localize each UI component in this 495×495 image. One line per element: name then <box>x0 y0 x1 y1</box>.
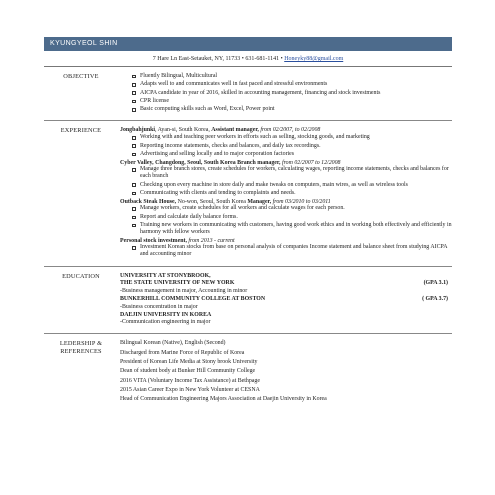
contact-address: 7 Hare Ln East-Setauket, NY, 11733 • 631-681-1141 • <box>152 56 285 62</box>
contact-line <box>44 55 452 63</box>
job-duties-list <box>120 134 452 157</box>
school-name: THE STATE UNIVERSITY OF NEW YORK <box>120 280 235 287</box>
list-item: Basic computing skills such as Word, Excel, Power point <box>132 106 452 113</box>
job-duties-list <box>120 166 452 196</box>
list-item: Checking upon every machine in store daily and make tweaks on computers, main wires, as well as wireless tools <box>132 182 452 189</box>
checkbox-bullet-icon <box>132 144 136 148</box>
list-item: 2016 VITA (Voluntary Income Tax Assistance) at Bethpage <box>120 377 260 384</box>
job-heading: Outback Steak House, No-won, Seoul, South Korea Manager, from 03/2010 to 03/2011 <box>120 198 331 205</box>
list-item: Discharged from Marine Force of Republic of Korea <box>120 349 245 356</box>
job-heading: Cyber Valley, Changdong, Seoul, South Korea Branch manager, from 02/2007 to 12/2008 <box>120 159 341 166</box>
leadership-label: LEDERSHIP & REFERENCES <box>59 340 103 356</box>
objective-label: OBJECTIVE <box>63 73 99 80</box>
list-item: Advertising and selling locally and to major corporation factories <box>132 151 452 158</box>
list-item: Bilingual Korean (Native), English (Second) <box>120 340 226 347</box>
list-item: 2015 Asian Career Expo in New York Volunteer at CESNA <box>120 387 260 394</box>
list-item: AICPA candidate in year of 2016, skilled in accounting management, financing and stock investments <box>132 90 452 97</box>
gpa-value: (GPA 3.1) <box>423 280 448 287</box>
checkbox-bullet-icon <box>132 136 136 140</box>
list-item: Working with and teaching peer workers in efforts such as selling, stocking goods, and marketing <box>132 134 452 141</box>
name-banner <box>44 37 452 51</box>
checkbox-bullet-icon <box>132 108 136 112</box>
checkbox-bullet-icon <box>132 224 136 228</box>
list-item: Report and calculate daily balance forms. <box>132 214 452 221</box>
list-item: Manage workers, create schedules for all workers and calculate wages for each person. <box>132 205 452 212</box>
checkbox-bullet-icon <box>132 83 136 87</box>
experience-label: EXPERIENCE <box>60 127 102 135</box>
school-detail: -Business management in major, Accounting in minor <box>120 288 248 295</box>
checkbox-bullet-icon <box>132 183 136 187</box>
list-item: Investment Korean stocks from base on personal analysis of companies Income statement and balance sheet from studying AICPA and accounting minor <box>132 244 452 258</box>
school-name: DAEJIN UNIVERSITY IN KOREA <box>120 311 212 318</box>
leadership-section <box>44 334 452 412</box>
objective-section <box>44 67 452 121</box>
job-heading: Jongbahjunki, Ayan-si, South Korea, Assistant manager, from 02/2007, to 02/2008 <box>120 127 321 134</box>
objective-list <box>120 73 452 113</box>
checkbox-bullet-icon <box>132 216 136 220</box>
candidate-name: KYUNGYEOL SHIN <box>50 40 118 47</box>
checkbox-bullet-icon <box>132 75 136 79</box>
list-item: Adapts well to and communicates well in fast paced and stressful environments <box>132 81 452 88</box>
list-item: Head of Communication Engineering Majors Association at Daejin University in Korea <box>120 396 327 403</box>
email-link[interactable]: Honeyky88@gmail.com <box>284 56 344 62</box>
list-item: Fluently Bilingual, Multicultural <box>132 73 452 80</box>
job-duties-list <box>120 244 452 258</box>
checkbox-bullet-icon <box>132 100 136 104</box>
checkbox-bullet-icon <box>132 246 136 250</box>
list-item: CPR license <box>132 98 452 105</box>
job-heading: Personal stock investment, from 2013 - current <box>120 237 235 244</box>
checkbox-bullet-icon <box>132 168 136 172</box>
checkbox-bullet-icon <box>132 207 136 211</box>
list-item: President of Korean Life Media at Stony brook University <box>120 358 258 365</box>
checkbox-bullet-icon <box>132 153 136 157</box>
checkbox-bullet-icon <box>132 91 136 95</box>
gpa-value: ( GPA 3.7) <box>422 295 448 302</box>
school-name: UNIVERSITY AT STONYBROOK, <box>120 272 211 279</box>
experience-section <box>44 121 452 266</box>
list-item: Communicating with clients and tending to complaints and needs. <box>132 190 452 197</box>
list-item: Manage three branch stores, create schedules for workers, calculating wages, reporting income statements, checks and balances for each branch <box>132 166 452 180</box>
checkbox-bullet-icon <box>132 192 136 196</box>
education-label: EDUCATION <box>62 272 100 280</box>
list-item: Reporting income statements, checks and balances, and daily tax recordings. <box>132 143 452 150</box>
resume-page <box>44 37 452 412</box>
list-item: Dean of student body at Bunker Hill Community College <box>120 368 256 375</box>
list-item: Training new workers in communicating with customers, having good work ethics and in working both effectively and efficiently in harmony with fellow workers <box>132 222 452 236</box>
school-detail: -Communication engineering in major <box>120 319 211 326</box>
school-name: BUNKERHILL COMMUNITY COLLEGE AT BOSTON <box>120 295 266 302</box>
education-section <box>44 267 452 335</box>
school-detail: -Business concentration in major <box>120 303 198 310</box>
job-duties-list <box>120 205 452 235</box>
